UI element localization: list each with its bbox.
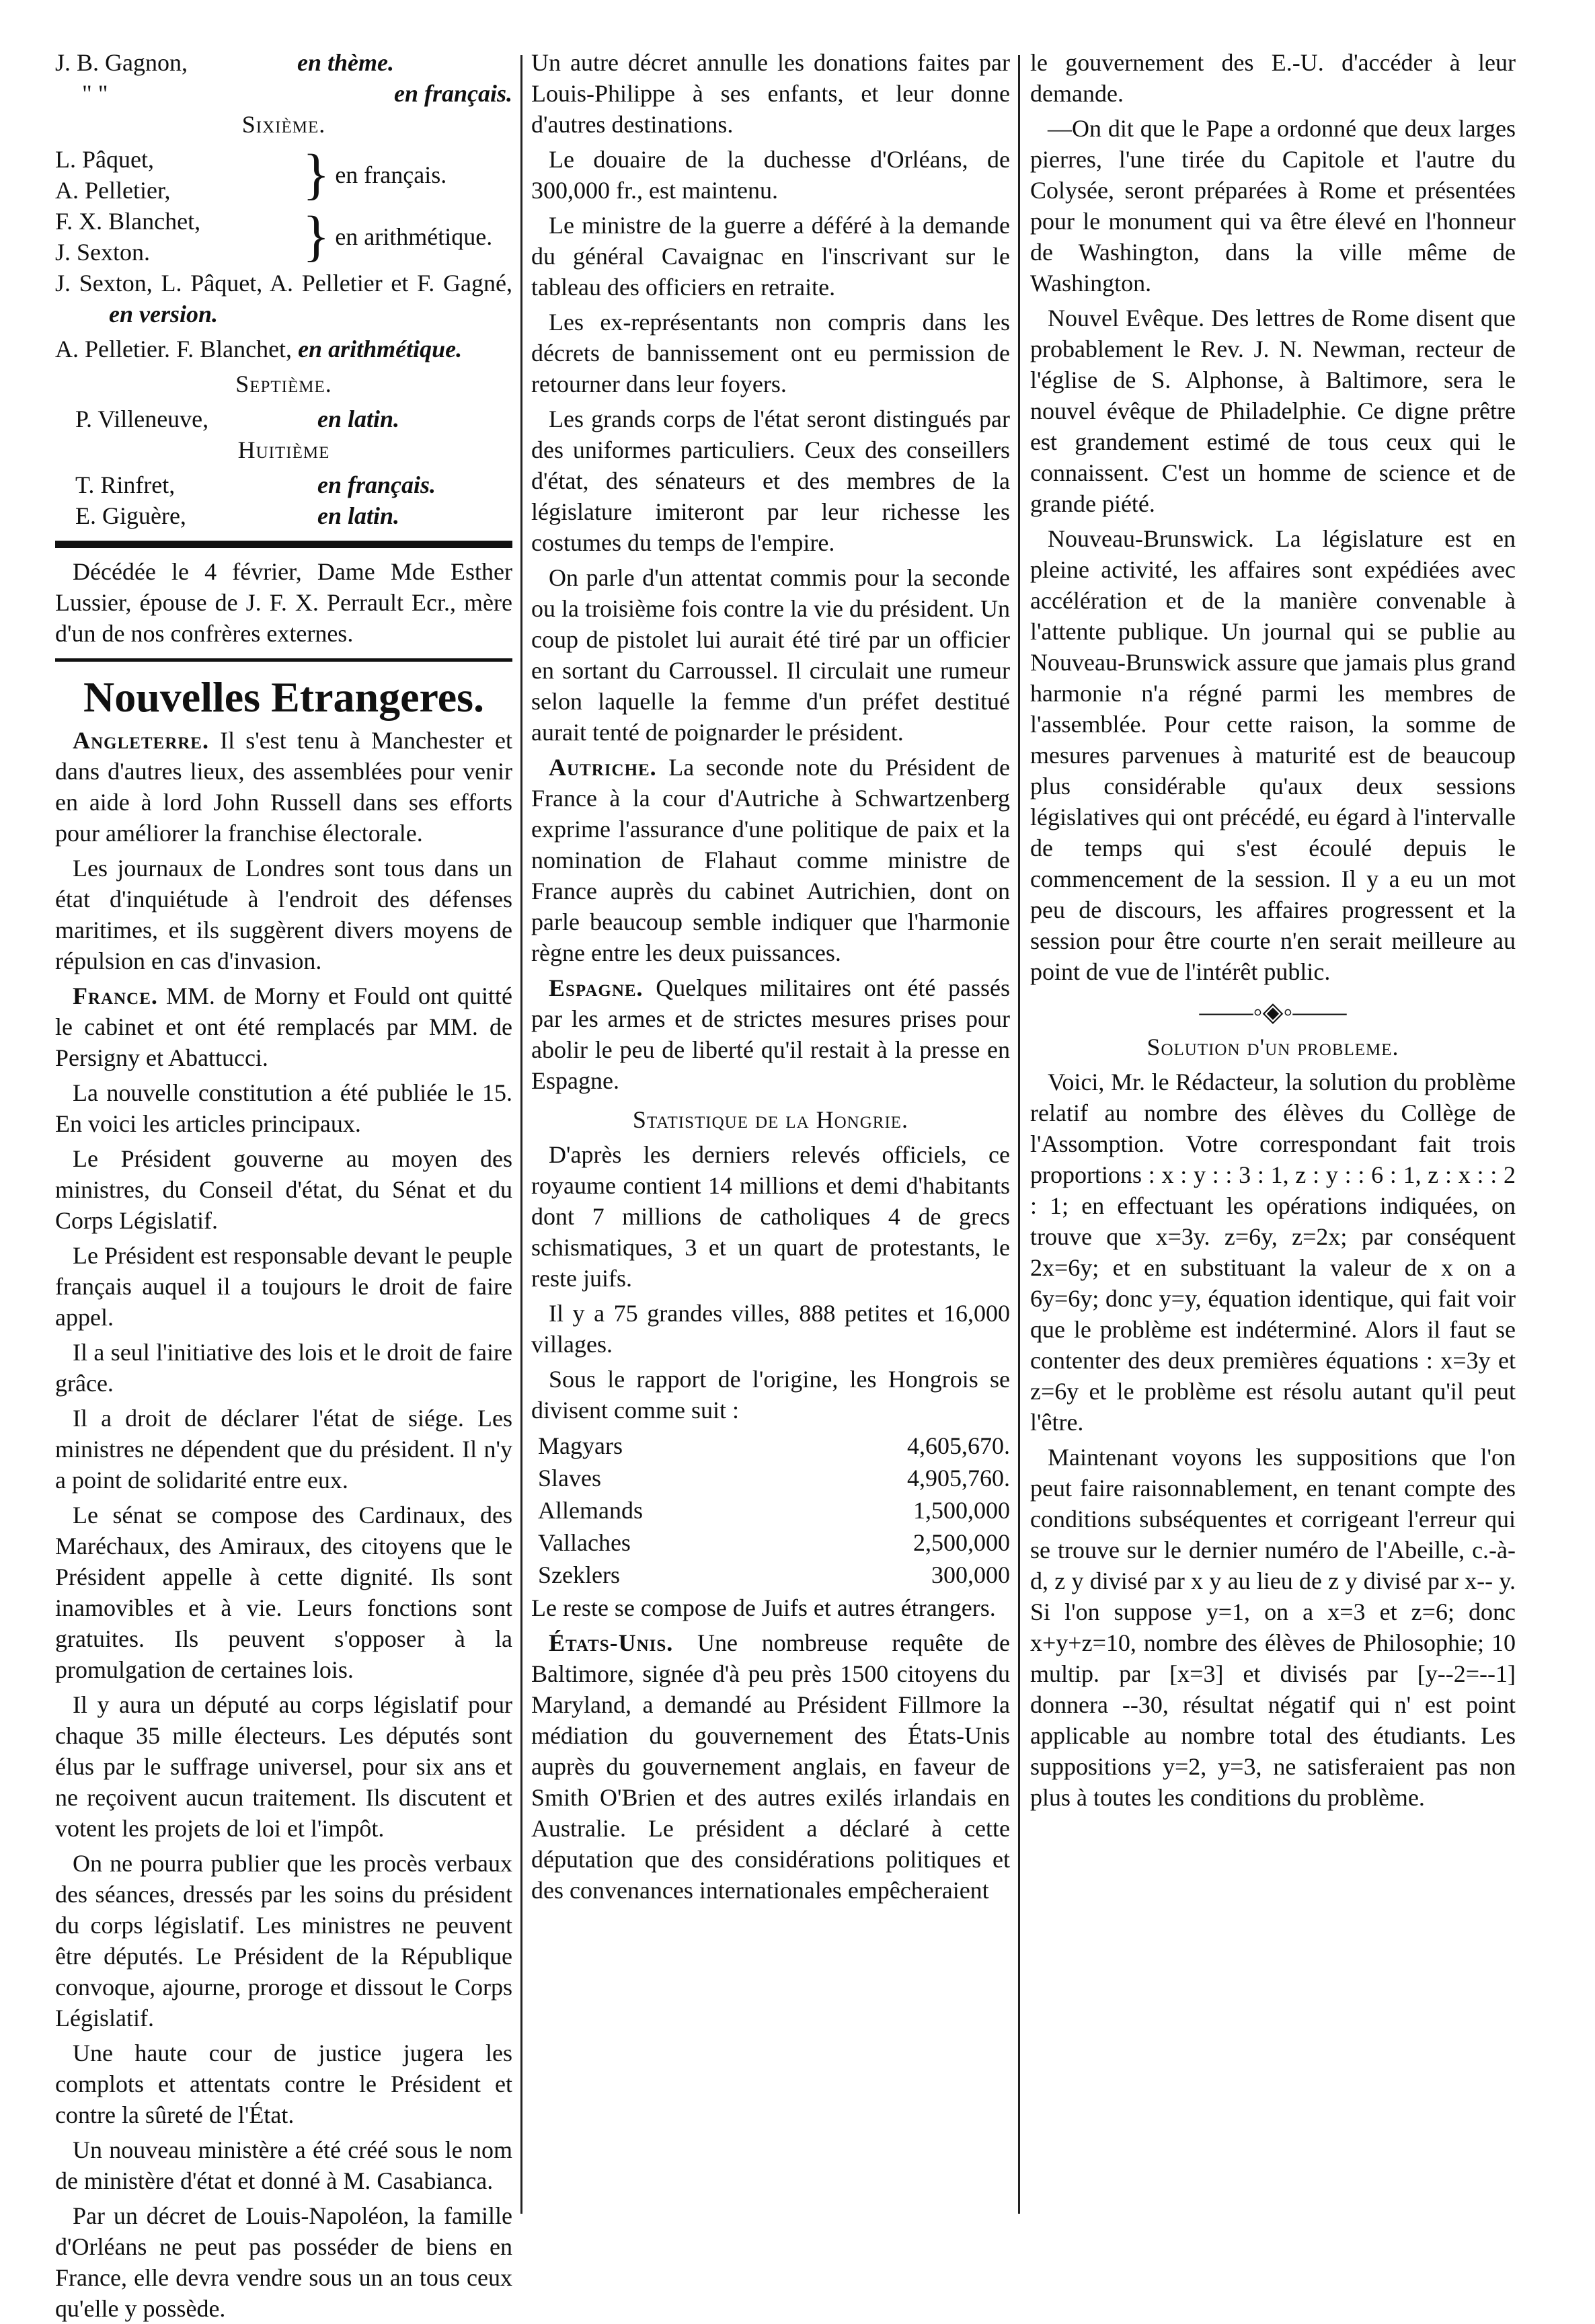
result-subject: en version. bbox=[109, 301, 218, 327]
article-paragraph: Un nouveau ministère a été créé sous le nom de ministère d'état et donné à M. Casabianca. bbox=[55, 2136, 512, 2194]
article-text: MM. de Morny et Fould ont quitté le cabinet et ont été remplacés par MM. de Persigny et Abattucci. bbox=[55, 982, 512, 1071]
country-lead: France. bbox=[73, 982, 158, 1009]
article-text: Une nombreuse requête de Baltimore, signée d'à peu près 1500 citoyens du Maryland, a demandé au Président Fillmore la médiation du gouvernement des États-Unis auprès du gouvernement anglais, en faveur de Smith O'Brien et des autres exilés irlandais en Australie. Le président a déclaré à cette députation que des considérations politiques et des convenances internationales empêcheraient bbox=[531, 1629, 1010, 1904]
result-name: T. Rinfret, bbox=[75, 471, 176, 498]
article-paragraph: Le ministre de la guerre a déféré à la demande du général Cavaignac en l'inscrivant sur le tableau des officiers en retraite. bbox=[531, 212, 1010, 301]
table-cell-name: Allemands bbox=[538, 1497, 643, 1524]
article-paragraph: Le douaire de la duchesse d'Orléans, de 300,000 fr., est maintenu. bbox=[531, 146, 1010, 204]
article-paragraph: La nouvelle constitution a été publiée le 15. En voici les articles principaux. bbox=[55, 1079, 512, 1137]
result-subject: en arithmétique. bbox=[335, 223, 493, 250]
table-cell-name: Magyars bbox=[538, 1432, 623, 1459]
table-cell-name: Slaves bbox=[538, 1465, 601, 1492]
class-label-huitieme: Huitième bbox=[237, 436, 330, 463]
column-1 bbox=[55, 47, 513, 2322]
result-name: J. B. Gagnon, bbox=[55, 49, 188, 76]
table-row bbox=[531, 1494, 1010, 1526]
death-notice: Décédée le 4 février, Dame Mde Esther Lussier, épouse de J. F. X. Perrault Ecr., mère d'un de nos confrères externes. bbox=[55, 558, 512, 647]
article-paragraph: Il a droit de déclarer l'état de siége. Les ministres ne dépendent que du président. Il n'y a point de solidarité entre eux. bbox=[55, 1405, 512, 1494]
table-cell-value: 300,000 bbox=[931, 1561, 1010, 1588]
section-heading: Nouvelles Etrangeres. bbox=[83, 673, 485, 721]
country-lead: États-Unis. bbox=[549, 1629, 674, 1656]
article-paragraph: Les ex-représentants non compris dans les décrets de bannissement ont eu permission de retourner dans leur foyers. bbox=[531, 309, 1010, 397]
result-row bbox=[55, 500, 512, 531]
country-lead: Angleterre. bbox=[73, 727, 209, 754]
result-subject: en arithmétique. bbox=[298, 336, 463, 362]
table-cell-value: 4,905,760. bbox=[907, 1465, 1010, 1492]
result-subject: en thème. bbox=[297, 49, 394, 76]
subsection-title: Solution d'un probleme. bbox=[1146, 1034, 1399, 1060]
result-name: L. Pâquet, bbox=[55, 146, 154, 173]
column-divider-1 bbox=[520, 55, 522, 2214]
result-subject: en français. bbox=[393, 80, 512, 107]
table-row bbox=[531, 1526, 1010, 1559]
result-name: A. Pelletier. F. Blanchet, bbox=[55, 336, 293, 362]
class-label-sixieme: Sixième. bbox=[241, 111, 326, 138]
table-cell-value: 2,500,000 bbox=[913, 1529, 1010, 1556]
article-text: Il s'est tenu à Manchester et dans d'autres lieux, des assemblées pour venir en aide à lord John Russell dans ses efforts pour améliorer la franchise électorale. bbox=[55, 727, 513, 847]
result-group bbox=[55, 206, 512, 268]
article-paragraph: le gouvernement des E.-U. d'accéder à leur demande. bbox=[1030, 49, 1516, 107]
column-3 bbox=[1030, 47, 1516, 2219]
article-paragraph: D'après les derniers relevés officiels, ce royaume contient 14 millions et demi d'habitants dont 7 millions de catholiques 4 de grecs schismatiques, 3 et un quart de protestants, le reste juifs. bbox=[531, 1141, 1010, 1292]
results-list bbox=[55, 47, 512, 531]
brace-glyph: } bbox=[303, 205, 330, 268]
result-subject: en français. bbox=[335, 161, 447, 188]
subsection-title: Statistique de la Hongrie. bbox=[632, 1106, 909, 1133]
result-row bbox=[55, 403, 512, 434]
table-cell-name: Szeklers bbox=[538, 1561, 620, 1588]
article-paragraph: Nouvel Evêque. Des lettres de Rome disent que probablement le Rev. J. N. Newman, recteur de l'église de S. Alphonse, à Baltimore, sera le nouvel évêque de Philadelphie. Ce digne prêtre est grandement estimé de tous ceux qui le connaissent. C'est un homme de science et de grande piété. bbox=[1030, 305, 1516, 517]
article-paragraph: Il a seul l'initiative des lois et le droit de faire grâce. bbox=[55, 1339, 512, 1397]
article-paragraph: Sous le rapport de l'origine, les Hongrois se divisent comme suit : bbox=[531, 1366, 1010, 1424]
ornament-divider: ——◦◈◦—— bbox=[1199, 997, 1347, 1027]
country-lead: Espagne. bbox=[549, 974, 644, 1001]
article-paragraph: Les journaux de Londres sont tous dans un état d'inquiétude à l'endroit des défenses maritimes, et ils suggèrent divers moyens de répulsion en cas d'invasion. bbox=[55, 855, 512, 974]
result-name: E. Giguère, bbox=[75, 502, 186, 529]
article-france bbox=[55, 980, 512, 1073]
result-line bbox=[55, 268, 512, 330]
article-paragraph: Nouveau-Brunswick. La législature est en pleine activité, les affaires sont expédiées avec accélération et de la manière convenable à l'attente publique. Un journal qui se publie au Nouveau-Brunswick assure que jamais plus grand harmonie n'a régné parmi les membres de l'assemblée. Pour cette raison, la somme de mesures parvenues à maturité est de beaucoup plus considérable qu'aux deux sessions législatives qui ont précédé, eu égard à l'intervalle de temps qui s'est écoulé depuis le commencement de la session. Il y a eu un mot peu de discours, les affaires progressent et la session pour être courte n'en serait meilleure au point de vue de l'intérêt public. bbox=[1030, 525, 1516, 985]
result-subject: en latin. bbox=[317, 405, 400, 432]
article-paragraph: On ne pourra publier que les procès verbaux des séances, dressés par les soins du président du corps législatif. Les ministres ne peuvent être députés. Le Président de la République convoque, ajourne, proroge et dissout le Corps Législatif. bbox=[55, 1850, 512, 2031]
article-espagne bbox=[531, 972, 1010, 1096]
result-subject: en français. bbox=[317, 471, 436, 498]
table-cell-name: Vallaches bbox=[538, 1529, 631, 1556]
result-name: J. Sexton. bbox=[55, 239, 151, 266]
brace-glyph: } bbox=[303, 143, 330, 206]
article-autriche bbox=[531, 752, 1010, 968]
population-table bbox=[531, 1430, 1010, 1591]
column-2 bbox=[531, 47, 1010, 2219]
article-paragraph: Le Président gouverne au moyen des ministres, du Conseil d'état, du Sénat et du Corps Législatif. bbox=[55, 1145, 512, 1234]
table-cell-value: 1,500,000 bbox=[913, 1497, 1010, 1524]
result-line bbox=[55, 334, 512, 364]
result-name: F. X. Blanchet, bbox=[55, 208, 201, 235]
table-row bbox=[531, 1462, 1010, 1494]
article-angleterre bbox=[55, 725, 512, 849]
result-subject: en latin. bbox=[317, 502, 400, 529]
column-divider-2 bbox=[1018, 55, 1020, 2214]
section-rule bbox=[55, 541, 512, 548]
article-text: Quelques militaires ont été passés par les armes et de strictes mesures prises pour abolir le peu de liberté qu'il restait à la presse en Espagne. bbox=[531, 974, 1010, 1094]
result-row bbox=[55, 469, 512, 500]
article-paragraph: —On dit que le Pape a ordonné que deux larges pierres, l'une tirée du Capitole et l'autre du Colysée, seront préparées à Rome et présentées pour le monument qui va être élevé en l'honneur de Washington, dans la ville même de Washington. bbox=[1030, 115, 1516, 297]
table-cell-value: 4,605,670. bbox=[907, 1432, 1010, 1459]
result-name: " " bbox=[82, 80, 108, 107]
article-paragraph: Les grands corps de l'état seront distingués par des uniformes particuliers. Ceux des conseillers d'état, des sénateurs et des membres de la législature imiteront par leur richesse les costumes du temps de l'empire. bbox=[531, 405, 1010, 556]
article-paragraph: Le reste se compose de Juifs et autres étrangers. bbox=[531, 1594, 996, 1621]
table-row bbox=[531, 1430, 1010, 1462]
result-name: P. Villeneuve, bbox=[75, 405, 209, 432]
section-rule bbox=[55, 658, 512, 662]
article-paragraph: Voici, Mr. le Rédacteur, la solution du problème relatif au nombre des élèves du Collège de l'Assomption. Votre correspondant fait trois proportions : x : y : : 3 : 1, z : y : : 6 : 1, z : x : : 2 : 1; en effectuant les opérations indiquées, on trouve que x=3y. z=6y, z=2x; par conséquent 2x=6y; et en substituant la valeur de x on a 6y=6y; donc y=y, équation identique, qui fait voir que le problème est indéterminé. Alors il faut se contenter des deux premières équations : x=3y et z=6y et le problème est résolu autant qu'il peut l'être. bbox=[1030, 1069, 1516, 1436]
article-paragraph: Une haute cour de justice jugera les complots et attentats contre le Président et contre la sûreté de l'État. bbox=[55, 2040, 512, 2128]
article-paragraph: Le sénat se compose des Cardinaux, des Maréchaux, des Amiraux, des citoyens que le Président appelle à cette dignité. Ils sont inamovibles et à vie. Leurs fonctions sont gratuites. Ils peuvent s'opposer à la promulgation de certaines lois. bbox=[55, 1502, 512, 1683]
article-paragraph: Il y aura un député au corps législatif pour chaque 35 mille électeurs. Les députés sont élus par le suffrage universel, pour six ans et ne reçoivent aucun traitement. Ils discutent et votent les projets de loi et l'impôt. bbox=[55, 1691, 512, 1842]
result-row bbox=[55, 78, 512, 109]
article-paragraph: Maintenant voyons les suppositions que l'on peut faire raisonnablement, en tenant compte des conditions subséquentes et corrigeant l'erreur qui se trouve sur le dernier numéro de l'Abeille, c.-à-d, z y divisé par x y au lieu de z y divisé par x-- y. Si l'on suppose y=1, on a x=3 et z=6; donc x+y+z=10, nombre des élèves de Philosophie; 10 multip. par [x=3] et divisés par [y--2=--1] donnera --30, résultat négatif qui n' est point applicable au nombre total des étudiants. Les suppositions y=2, y=3, ne satisferaient pas non plus à toutes les conditions du problème. bbox=[1030, 1444, 1516, 1811]
result-row bbox=[55, 47, 512, 78]
article-text: La seconde note du Président de France à la cour d'Autriche à Schwartzenberg exprime l'assurance d'une politique de paix et la nomination de Flahaut comme ministre de France auprès du cabinet Autrichien, dont on parle beaucoup semble indiquer que l'harmonie règne entre les deux puissances. bbox=[531, 754, 1010, 966]
article-paragraph: Un autre décret annulle les donations faites par Louis-Philippe à ses enfants, et leur donne d'autres destinations. bbox=[531, 49, 1010, 138]
article-etats-unis bbox=[531, 1627, 1010, 1906]
result-name: A. Pelletier, bbox=[55, 177, 171, 204]
country-lead: Autriche. bbox=[549, 754, 657, 781]
result-name: J. Sexton, L. Pâquet, A. Pelletier et F. Gagné, bbox=[55, 270, 512, 297]
article-paragraph: On parle d'un attentat commis pour la seconde ou la troisième fois contre la vie du président. Un coup de pistolet lui aurait été tiré par un officier en sortant du Carroussel. Il circulait une rumeur selon laquelle la femme d'un préfet destitué aurait tenté de poignarder le président. bbox=[531, 564, 1010, 746]
result-group bbox=[55, 144, 512, 206]
class-label-septieme: Septième. bbox=[235, 371, 332, 397]
table-row bbox=[531, 1559, 1010, 1591]
article-paragraph: Il y a 75 grandes villes, 888 petites et 16,000 villages. bbox=[531, 1300, 1010, 1358]
article-paragraph: Par un décret de Louis-Napoléon, la famille d'Orléans ne peut pas posséder de biens en France, elle devra vendre sous un an tous ceux qu'elle y possède. bbox=[55, 2202, 512, 2322]
article-paragraph: Le Président est responsable devant le peuple français auquel il a toujours le droit de faire appel. bbox=[55, 1242, 512, 1331]
